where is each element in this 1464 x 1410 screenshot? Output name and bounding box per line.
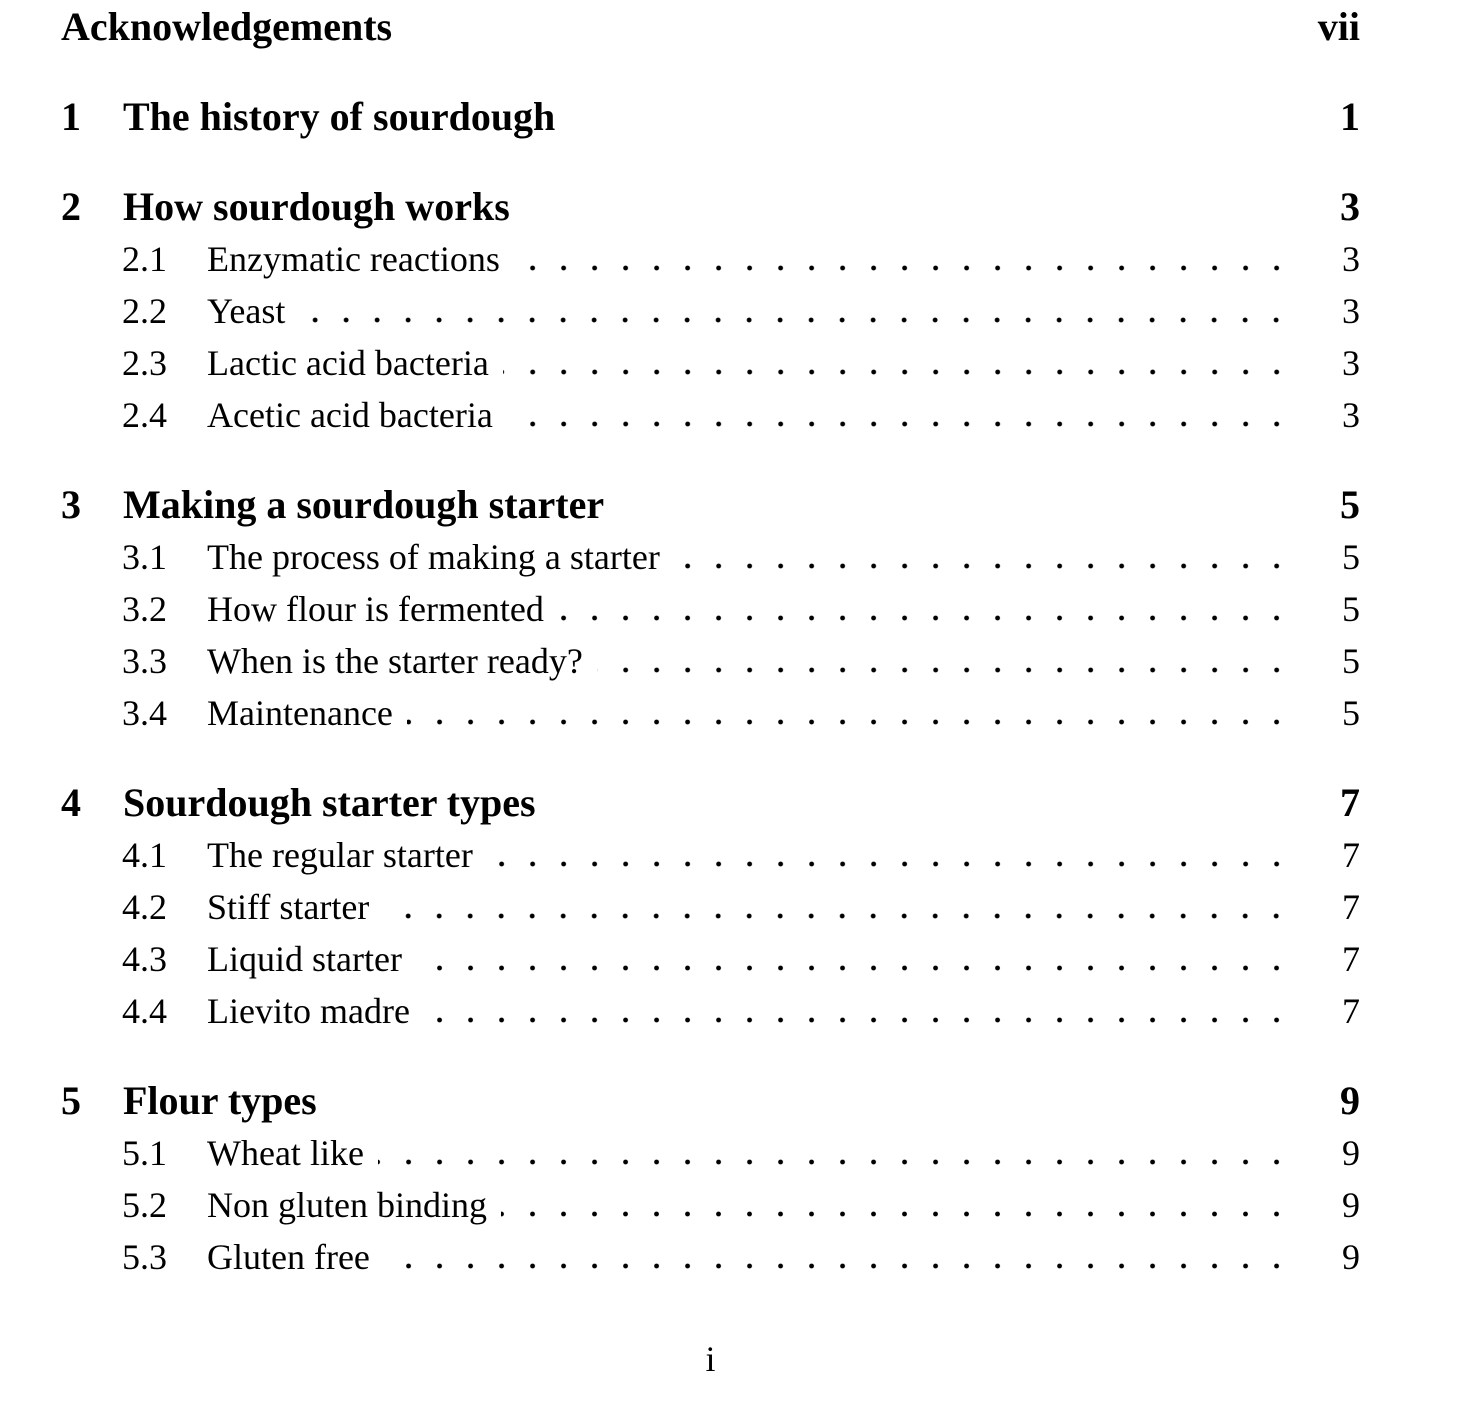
toc-page-number: 7 [1340, 780, 1360, 825]
toc-entry-section-2-3[interactable] [61, 337, 1360, 389]
toc-dot-leader [597, 667, 1292, 673]
toc-dot-leader [424, 1017, 1292, 1023]
toc-page-number: 9 [1342, 1185, 1360, 1225]
toc-entry-chapter-5[interactable] [61, 1075, 1360, 1127]
toc-section-number: 2.1 [122, 239, 167, 279]
toc-entry-title: Acetic acid bacteria [207, 395, 493, 435]
toc-entry-section-3-3[interactable] [61, 635, 1360, 687]
toc-page-number: 1 [1340, 94, 1360, 139]
toc-section-number: 5.1 [122, 1133, 167, 1173]
table-of-contents [61, 1, 1360, 1283]
toc-page-number: 5 [1340, 482, 1360, 527]
toc-section-number: 5.3 [122, 1237, 167, 1277]
toc-page-number: 3 [1342, 395, 1360, 435]
toc-entry-acknowledgements[interactable] [61, 1, 1360, 53]
toc-entry-title: Yeast [207, 291, 286, 331]
toc-dot-leader [501, 1211, 1292, 1217]
toc-page-number: 7 [1342, 887, 1360, 927]
toc-entry-section-4-3[interactable] [61, 933, 1360, 985]
toc-page-number: 9 [1340, 1078, 1360, 1123]
toc-page-number: 9 [1342, 1133, 1360, 1173]
toc-section-number: 3.4 [122, 693, 167, 733]
toc-page-number: 3 [1342, 291, 1360, 331]
toc-section-number: 2.4 [122, 395, 167, 435]
toc-entry-title: The history of sourdough [123, 94, 556, 139]
toc-section-number: 3.2 [122, 589, 167, 629]
toc-page-number: 7 [1342, 835, 1360, 875]
toc-dot-leader [383, 913, 1292, 919]
page-footer [61, 1333, 1360, 1385]
toc-entry-title: Acknowledgements [61, 4, 393, 49]
toc-entry-title: When is the starter ready? [207, 641, 583, 681]
toc-section-number: 3.1 [122, 537, 167, 577]
folio-page-number: i [705, 1339, 716, 1379]
toc-dot-leader [299, 317, 1292, 323]
toc-entry-title: Stiff starter [207, 887, 370, 927]
toc-entry-chapter-3[interactable] [61, 479, 1360, 531]
toc-page-number: 5 [1342, 537, 1360, 577]
toc-entry-section-3-1[interactable] [61, 531, 1360, 583]
toc-section-number: 5.2 [122, 1185, 167, 1225]
toc-entry-title: Lievito madre [207, 991, 410, 1031]
toc-page-number: vii [1317, 4, 1360, 49]
toc-entry-section-2-4[interactable] [61, 389, 1360, 441]
toc-section-number: 4.2 [122, 887, 167, 927]
toc-section-number: 3.3 [122, 641, 167, 681]
toc-chapter-number: 3 [61, 482, 81, 527]
toc-entry-section-5-2[interactable] [61, 1179, 1360, 1231]
toc-dot-leader [407, 719, 1292, 725]
toc-section-number: 2.3 [122, 343, 167, 383]
toc-page-number: 3 [1340, 184, 1360, 229]
toc-entry-title: Gluten free [207, 1237, 370, 1277]
toc-entry-section-5-3[interactable] [61, 1231, 1360, 1283]
toc-entry-title: Non gluten binding [207, 1185, 487, 1225]
toc-page-number: 3 [1342, 343, 1360, 383]
toc-entry-section-4-1[interactable] [61, 829, 1360, 881]
toc-dot-leader [558, 615, 1292, 621]
toc-page-number: 9 [1342, 1237, 1360, 1277]
toc-section-number: 2.2 [122, 291, 167, 331]
toc-entry-section-3-2[interactable] [61, 583, 1360, 635]
toc-entry-title: How flour is fermented [207, 589, 544, 629]
toc-entry-chapter-4[interactable] [61, 777, 1360, 829]
toc-page-number: 3 [1342, 239, 1360, 279]
toc-entry-title: The regular starter [207, 835, 473, 875]
toc-entry-title: How sourdough works [123, 184, 510, 229]
toc-entry-title: Liquid starter [207, 939, 402, 979]
toc-entry-title: Sourdough starter types [123, 780, 536, 825]
toc-dot-leader [514, 265, 1292, 271]
toc-entry-section-4-2[interactable] [61, 881, 1360, 933]
toc-entry-section-2-2[interactable] [61, 285, 1360, 337]
toc-entry-title: Flour types [123, 1078, 317, 1123]
toc-entry-title: Wheat like [207, 1133, 364, 1173]
toc-entry-section-2-1[interactable] [61, 233, 1360, 285]
toc-entry-chapter-1[interactable] [61, 91, 1360, 143]
toc-chapter-number: 1 [61, 94, 81, 139]
toc-entry-title: Lactic acid bacteria [207, 343, 489, 383]
toc-page-number: 5 [1342, 693, 1360, 733]
toc-section-number: 4.4 [122, 991, 167, 1031]
toc-dot-leader [674, 563, 1292, 569]
toc-dot-leader [378, 1159, 1292, 1165]
toc-page-number: 7 [1342, 991, 1360, 1031]
toc-entry-title: The process of making a starter [207, 537, 660, 577]
toc-entry-section-4-4[interactable] [61, 985, 1360, 1037]
toc-page-number: 5 [1342, 641, 1360, 681]
toc-entry-title: Maintenance [207, 693, 393, 733]
toc-chapter-number: 2 [61, 184, 81, 229]
toc-entry-title: Enzymatic reactions [207, 239, 500, 279]
toc-entry-section-3-4[interactable] [61, 687, 1360, 739]
toc-section-number: 4.3 [122, 939, 167, 979]
toc-entry-chapter-2[interactable] [61, 181, 1360, 233]
toc-dot-leader [416, 965, 1292, 971]
toc-section-number: 4.1 [122, 835, 167, 875]
toc-dot-leader [384, 1263, 1292, 1269]
toc-page-number: 7 [1342, 939, 1360, 979]
toc-page-number: 5 [1342, 589, 1360, 629]
toc-entry-section-5-1[interactable] [61, 1127, 1360, 1179]
toc-dot-leader [507, 421, 1292, 427]
toc-dot-leader [503, 369, 1292, 375]
toc-dot-leader [487, 861, 1292, 867]
toc-entry-title: Making a sourdough starter [123, 482, 605, 527]
toc-chapter-number: 4 [61, 780, 81, 825]
toc-chapter-number: 5 [61, 1078, 81, 1123]
